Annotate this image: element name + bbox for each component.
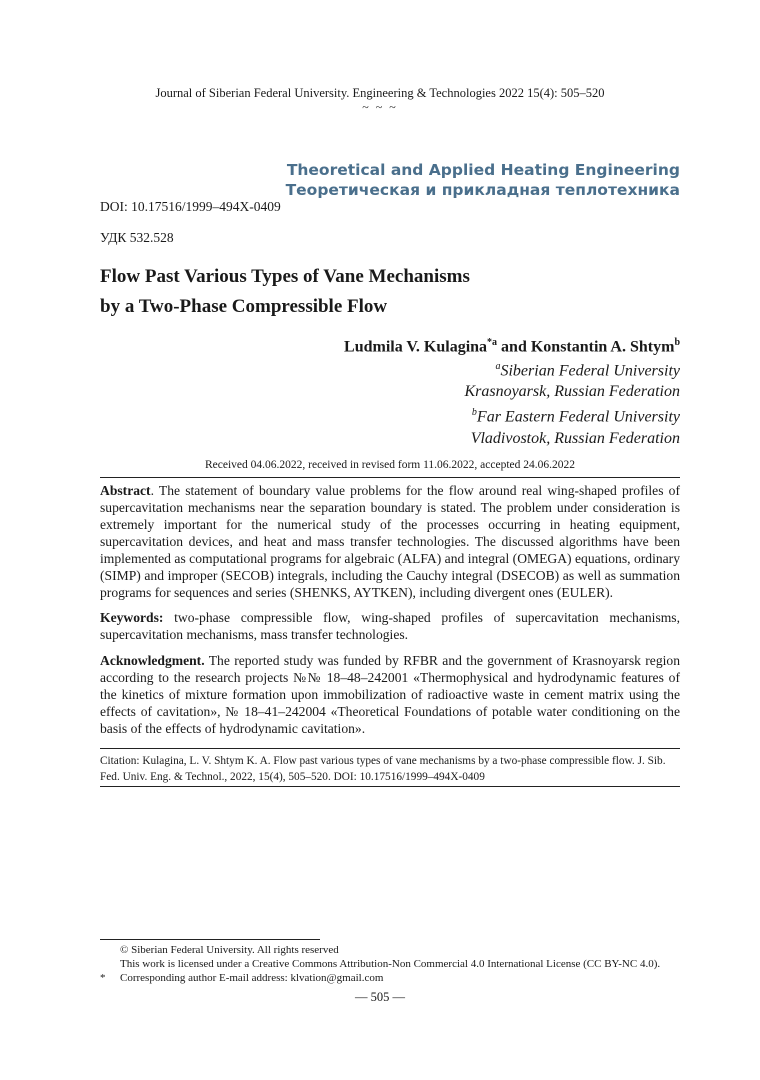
acknowledgment-text: The reported study was funded by RFBR and the government of Krasnoyarsk region according to the research projects №№ 18–48–242001 «Thermophysical and hydrodynamic features of the kinetics of mixture formation upon immobilization of radioactive waste in cement matrix using the effects of cavitation», № 18–41–242004 «Theoretical Foundations of potable water conditioning on the basis of the effects of hydrodynamic cavitation». (100, 653, 680, 736)
affiliation-line (464, 428, 680, 449)
affiliation-text: Krasnoyarsk, Russian Federation (464, 383, 680, 401)
acknowledgment-label: Acknowledgment. (100, 653, 205, 668)
affiliations (464, 356, 680, 449)
author-2: Konstantin A. Shtym (530, 338, 675, 356)
footnote-corresponding-text: Corresponding author E-mail address: klvation@gmail.com (120, 972, 384, 984)
author-1: Ludmila V. Kulagina (344, 338, 488, 356)
page-number: — 505 — (355, 990, 405, 1004)
affiliation-line (464, 402, 680, 427)
footnote-mark: * (100, 972, 106, 984)
footnote-license: This work is licensed under a Creative Commons Attribution-Non Commercial 4.0 International License (CC BY-NC 4.0). (120, 958, 661, 970)
divider (100, 786, 680, 787)
keywords-label: Keywords: (100, 610, 164, 625)
header-ornament: ~ ~ ~ (362, 100, 398, 114)
journal-header: Journal of Siberian Federal University. Engineering & Technologies 2022 15(4): 505–520 (155, 86, 605, 100)
section-title-english: Theoretical and Applied Heating Engineering (286, 161, 680, 179)
acknowledgment (100, 652, 680, 737)
affiliation-line (464, 381, 680, 402)
footnotes (100, 943, 690, 985)
keywords-text: two-phase compressible flow, wing-shaped profiles of supercavitation mechanisms, supercavitation mechanisms, mass transfer technologies. (100, 610, 680, 642)
affiliation-text: Siberian Federal University (500, 362, 680, 380)
citation: Citation: Kulagina, L. V. Shtym K. A. Flow past various types of vane mechanisms by a two-phase compressible flow. J. Sib. Fed. Univ. Eng. & Technol., 2022, 15(4), 505–520. DOI: 10.17516/1999–494X-0409 (100, 755, 666, 783)
paper-title (100, 262, 660, 322)
footnote-copyright: © Siberian Federal University. All rights reserved (120, 944, 339, 956)
author-connector: and (497, 338, 531, 356)
author-1-affiliation-mark: *a (487, 337, 498, 348)
affiliation-text: Vladivostok, Russian Federation (470, 429, 680, 447)
divider (100, 748, 680, 749)
affiliation-text: Far Eastern Federal University (476, 408, 680, 426)
abstract (100, 482, 680, 601)
abstract-label: Abstract (100, 483, 151, 498)
received-dates: Received 04.06.2022, received in revised form 11.06.2022, accepted 24.06.2022 (204, 459, 576, 471)
authors (344, 337, 680, 356)
udk: УДК 532.528 (100, 230, 174, 245)
divider (100, 477, 680, 478)
affiliation-mark: b (471, 407, 477, 419)
title-line-2: by a Two-Phase Compressible Flow (100, 296, 388, 317)
abstract-text: . The statement of boundary value problems for the flow around real wing-shaped profiles of supercavitation mechanisms near the separation boundary is stated. The problem under consideration is extremely important for the numerical study of the processes occurring in heating equipment, supercavitation devices, and heat and mass transfer technologies. The discussed algorithms have been implemented as computational programs for algebraic (ALFA) and integral (OMEGA) equations, ordinary (SIMP) and improper (SECOB) integrals, including the Cauchy integral (DSECOB) as well as summation programs for sequences and series (SHENKS, AYTKEN), including divergent ones (EULER). (100, 483, 680, 600)
affiliation-mark: a (495, 361, 501, 372)
title-line-1: Flow Past Various Types of Vane Mechanisms (100, 266, 470, 287)
section-title-russian: Теоретическая и прикладная теплотехника (285, 181, 680, 199)
doi: DOI: 10.17516/1999–494X-0409 (100, 199, 281, 214)
affiliation-line (464, 356, 680, 381)
footnote-rule (100, 939, 320, 940)
section-heading (286, 160, 680, 200)
author-2-affiliation-mark: b (674, 337, 680, 348)
footnote-corresponding (100, 971, 690, 985)
keywords (100, 609, 680, 643)
